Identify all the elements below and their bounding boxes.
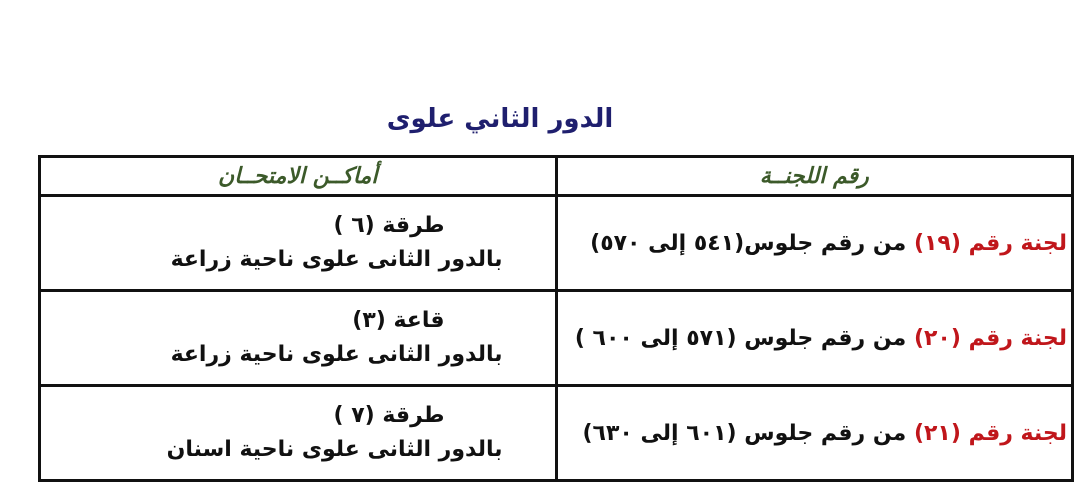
committees-table <box>38 155 1074 482</box>
location-cell <box>40 291 557 386</box>
header-committee-number: رقم اللجنــة <box>556 157 1073 196</box>
location-cell <box>40 196 557 291</box>
committee-label: لجنة رقم (٢١) <box>913 420 1067 446</box>
room-place: بالدور الثانى علوى ناحية زراعة <box>170 342 503 367</box>
location-cell <box>40 386 557 481</box>
header-exam-locations: أماكــن الامتحــان <box>40 157 557 196</box>
seat-range: من رقم جلوس (٦٠١ إلى ٦٣٠) <box>582 420 914 446</box>
committee-cell <box>556 196 1073 291</box>
committee-label: لجنة رقم (١٩) <box>913 230 1067 256</box>
table-row <box>40 196 1073 291</box>
room-place: بالدور الثانى علوى ناحية زراعة <box>170 247 503 272</box>
seat-range: من رقم جلوس (٥٧١ إلى ٦٠٠ ) <box>574 325 914 351</box>
room-name: قاعة (٣) <box>352 308 445 333</box>
committee-cell <box>556 291 1073 386</box>
table-header-row <box>40 157 1073 196</box>
seat-range: من رقم جلوس(٥٤١ إلى ٥٧٠) <box>590 230 914 256</box>
committee-cell <box>556 386 1073 481</box>
room-name: طرقة (٦ ) <box>333 213 445 238</box>
table-row <box>40 291 1073 386</box>
page-title: الدور الثاني علوى <box>386 104 614 134</box>
committee-label: لجنة رقم (٢٠) <box>913 325 1067 351</box>
room-place: بالدور الثانى علوى ناحية اسنان <box>166 437 503 462</box>
table-row <box>40 386 1073 481</box>
room-name: طرقة (٧ ) <box>333 403 445 428</box>
